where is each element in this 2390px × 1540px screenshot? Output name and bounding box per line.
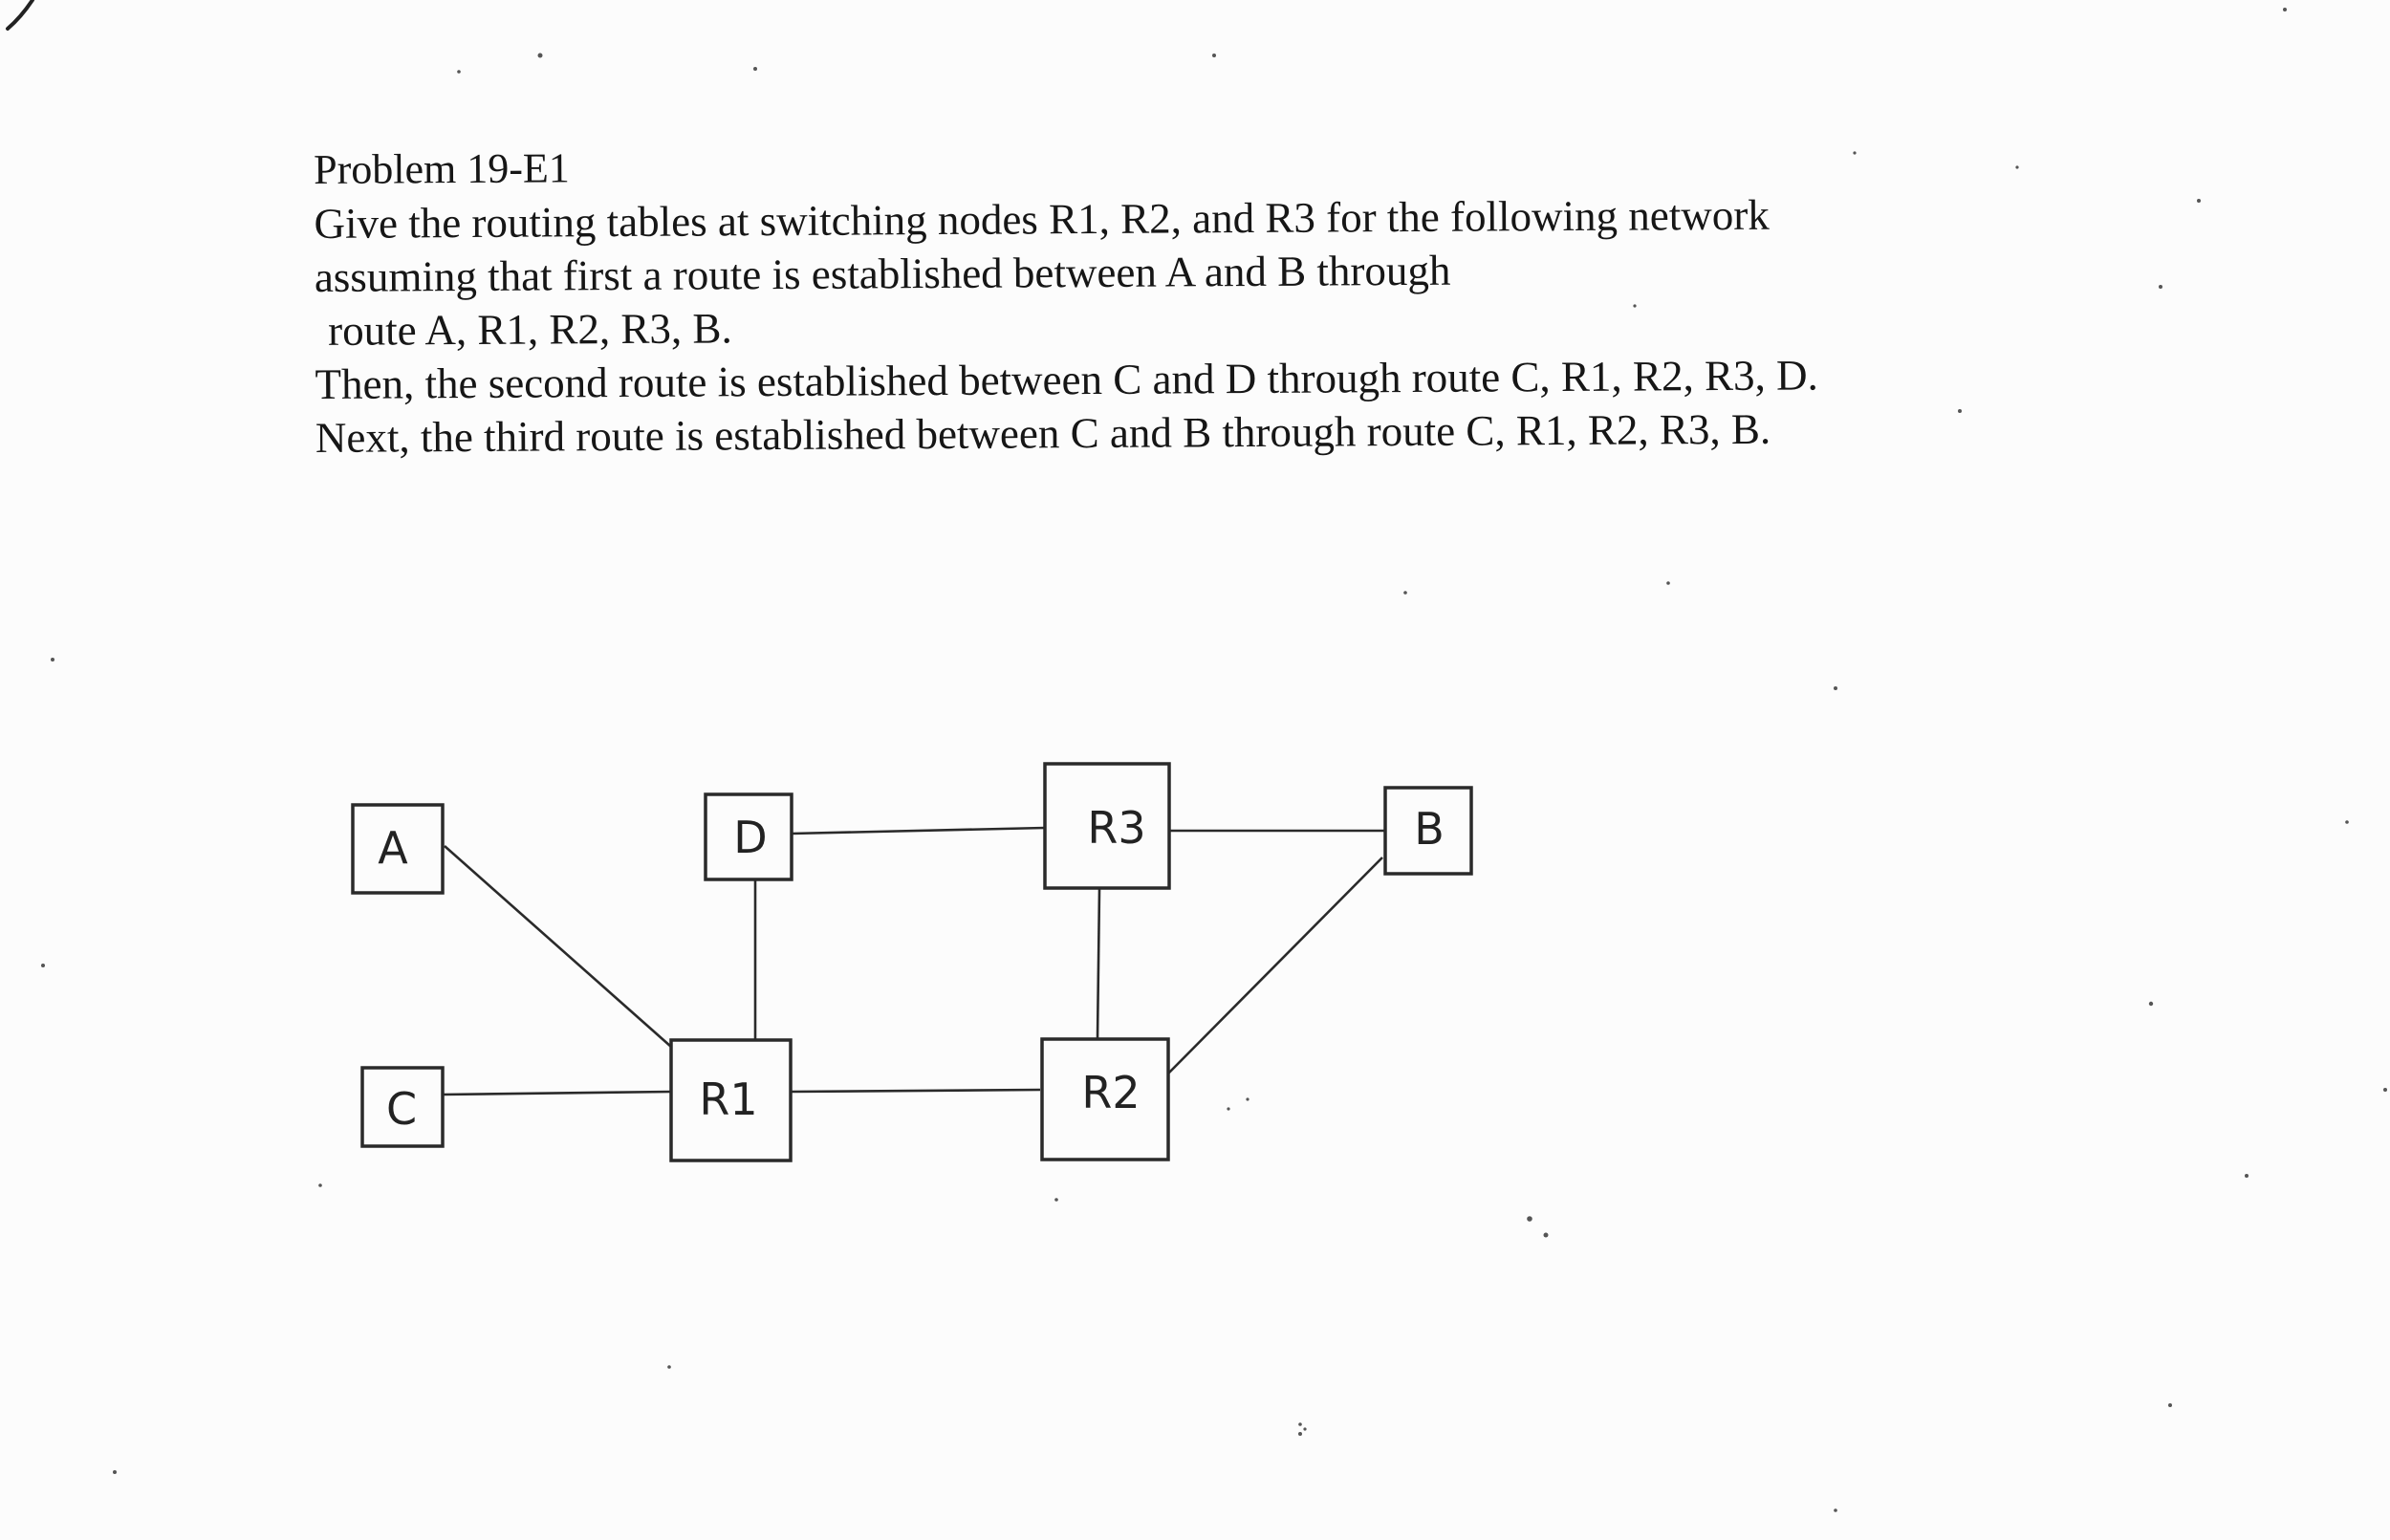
problem-line-3: route A, R1, R2, R3, B.: [328, 304, 732, 355]
node-b: [1385, 788, 1471, 874]
node-d: [706, 794, 792, 879]
problem-line-1: Give the routing tables at switching nodes R1, R2, and R3 for the following network: [314, 190, 1770, 248]
scan-noise: [41, 8, 2387, 1512]
problem-line-5: Next, the third route is established between C and B through route C, R1, R2, R3, B.: [315, 404, 1771, 462]
link-r1-r2: [791, 1090, 1040, 1092]
node-r2-label: R2: [1081, 1067, 1141, 1118]
link-r2-b: [1168, 857, 1382, 1074]
node-r3-label: R3: [1087, 802, 1146, 854]
node-a: [353, 805, 443, 893]
node-r1-label: R1: [699, 1074, 758, 1125]
problem-title: Problem 19-E1: [314, 144, 570, 193]
link-r3-r2: [1097, 889, 1099, 1039]
node-r1: [671, 1040, 791, 1160]
problem-line-2: assuming that first a route is established between A and B through: [314, 246, 1451, 301]
node-c-label: C: [385, 1083, 418, 1135]
node-d-label: D: [733, 812, 768, 863]
node-r3: [1045, 764, 1169, 888]
link-d-r3: [792, 828, 1045, 834]
node-a-label: A: [378, 822, 408, 874]
problem-line-4: Then, the second route is established between C and D through route C, R1, R2, R3, D.: [315, 351, 1818, 408]
node-r2: [1042, 1039, 1168, 1160]
node-b-label: B: [1414, 803, 1445, 855]
node-c: [362, 1068, 443, 1146]
link-c-r1: [443, 1092, 671, 1095]
margin-pen-mark: [8, 0, 33, 29]
link-a-r1: [445, 846, 671, 1047]
